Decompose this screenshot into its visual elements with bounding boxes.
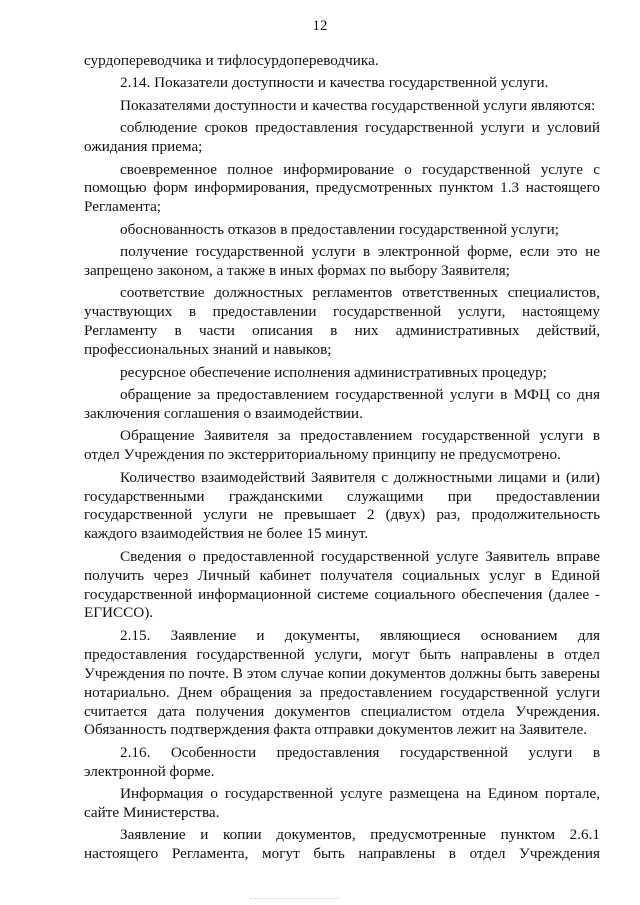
paragraph-application-copies: Заявление и копии документов, предусмотренные пунктом 2.6.1 настоящего Регламента, могут быть направлены в отдел Учреждения	[84, 826, 600, 863]
list-item-deadlines: соблюдение сроков предоставления государственной услуги и условий ожидания приема;	[84, 119, 600, 156]
list-item-informing: своевременное полное информирование о государственной услуге с помощью форм информирования, предусмотренных пунктом 1.3 настоящего Регламента;	[84, 160, 600, 216]
document-body	[84, 52, 600, 868]
page-number: 12	[312, 18, 328, 34]
paragraph-interactions: Количество взаимодействий Заявителя с должностными лицами и (или) государственными гражданскими служащими при предоставлении государственной услуги не превышает 2 (двух) раз, продолжительность каждого взаимодействия не более 15 минут.	[84, 468, 600, 543]
paragraph-indicators-intro: Показателями доступности и качества государственной услуги являются:	[120, 96, 596, 114]
paragraph-portal-info: Информация о государственной услуге размещена на Едином портале, сайте Министерства.	[84, 785, 600, 822]
paragraph-extraterritorial: Обращение Заявителя за предоставлением государственной услуги в отдел Учреждения по экстерриториальному принципу не предусмотрено.	[84, 427, 600, 464]
section-heading-2-14: 2.14. Показатели доступности и качества государственной услуги.	[120, 74, 549, 92]
list-item-resources: ресурсное обеспечение исполнения административных процедур;	[120, 363, 547, 381]
list-item-refusals: обоснованность отказов в предоставлении государственной услуги;	[120, 220, 560, 238]
list-item-regulations: соответствие должностных регламентов ответственных специалистов, участвующих в предоставлении государственной услуги, настоящему Регламенту в части описания в них административных действий, профессиональных знаний и навыков;	[84, 284, 600, 359]
paragraph-egisso: Сведения о предоставленной государственной услуге Заявитель вправе получить через Личный кабинет получателя социальных услуг в Единой государственной информационной системе социального обеспечения (далее - ЕГИССО).	[84, 547, 600, 622]
scan-artifact	[250, 898, 340, 901]
list-item-mfc: обращение за предоставлением государственной услуги в МФЦ со дня заключения соглашения о взаимодействии.	[84, 386, 600, 422]
paragraph-continuation: сурдопереводчика и тифлосурдопереводчика.	[84, 52, 379, 69]
section-heading-2-16: 2.16. Особенности предоставления государственной услуги в электронной форме.	[84, 743, 600, 780]
section-2-15: 2.15. Заявление и документы, являющиеся основанием для предоставления государственной услуги, могут быть направлены в отдел Учреждения по почте. В этом случае копии документов должны быть заверены нотариально. Днем обращения за предоставлением государственной услуги считается дата получения документов специалистом отдела Учреждения. Обязанность подтверждения факта отправки документов лежит на Заявителе.	[84, 626, 600, 739]
list-item-electronic-form: получение государственной услуги в электронной форме, если это не запрещено законом, а также в иных формах по выбору Заявителя;	[84, 243, 600, 280]
